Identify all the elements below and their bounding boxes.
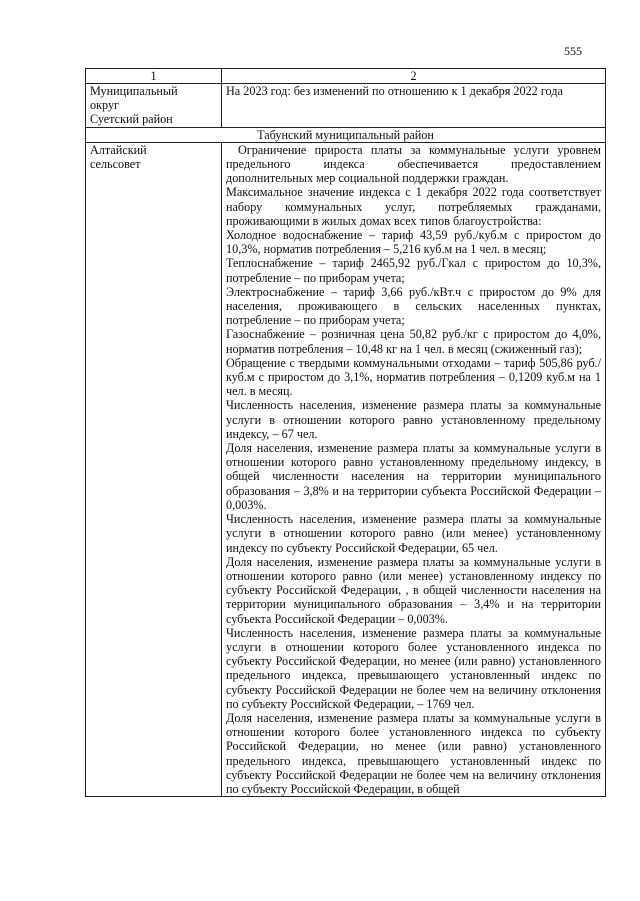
paragraph: Доля населения, изменение размера платы за коммунальные услуги в отношении которого равно (или менее) установленному индексу по субъекту Российской Федерации, , в общей численности населения на территории муниципального образования – 3,4% и на территории субъекта Российской Федерации – 0,003%. xyxy=(226,554,601,626)
municipality-text xyxy=(222,84,606,128)
municipality-name-line: Суетский район xyxy=(90,112,173,127)
paragraph: Численность населения, изменение размера платы за коммунальные услуги в отношении которого равно установленному предельному индексу, – 67 чел. xyxy=(226,398,601,441)
municipality-name xyxy=(86,84,222,128)
table-row xyxy=(86,84,606,128)
paragraph: Доля населения, изменение размера платы за коммунальные услуги в отношении которого равно установленному предельному индексу, в общей численности населения на территории муниципального образования – 3,8% и на территории субъекта Российской Федерации – 0,003%. xyxy=(226,441,601,512)
data-table xyxy=(85,68,606,797)
settlement-name-line: Алтайский xyxy=(90,142,147,157)
section-row xyxy=(86,127,606,142)
paragraph: Обращение с твердыми коммунальными отходами – тариф 505,86 руб./куб.м с приростом до 3,1%, норматив потребления – 0,1209 куб.м на 1 чел. в месяц. xyxy=(226,355,601,399)
municipality-name-line: округ xyxy=(90,98,120,113)
header-col-1: 1 xyxy=(86,69,222,84)
paragraph: Электроснабжение – тариф 3,66 руб./кВт.ч с приростом до 9% для населения, проживающего в сельских населенных пунктах, потребление – по приборам учета; xyxy=(226,284,601,328)
paragraph: Доля населения, изменение размера платы за коммунальные услуги в отношении которого более установленного индекса по субъекту Российской Федерации, но менее (или равно) установленного предельного индекса, превышающего установленный индекс по субъекту Российской Федерации не более чем на величину отклонения по субъекту Российской Федерации, в общей xyxy=(226,710,601,796)
section-title: Табунский муниципальный район xyxy=(86,127,606,142)
paragraph: Теплоснабжение – тариф 2465,92 руб./Гкал с приростом до 10,3%, потребление – по приборам учета; xyxy=(226,256,601,285)
municipality-name-line: Муниципальный xyxy=(90,84,178,98)
paragraph: Газоснабжение – розничная цена 50,82 руб./кг с приростом до 4,0%, норматив потребления – 10,48 кг на 1 чел. в месяц (сжиженный газ); xyxy=(226,327,601,356)
header-col-2: 2 xyxy=(222,69,606,84)
paragraph: Максимальное значение индекса с 1 декабря 2022 года соответствует набору коммунальных услуг, потребляемых гражданами, проживающими в жилых домах всех типов благоустройства: xyxy=(226,185,601,228)
settlement-text xyxy=(222,142,606,796)
paragraph: Численность населения, изменение размера платы за коммунальные услуги в отношении которого равно (или менее) установленному индексу по субъекту Российской Федерации, 65 чел. xyxy=(226,512,601,555)
table-row xyxy=(86,142,606,796)
paragraph: Холодное водоснабжение – тариф 43,59 руб./куб.м с приростом до 10,3%, норматив потребления – 5,216 куб.м на 1 чел. в месяц; xyxy=(226,228,601,257)
paragraph: Ограничение прироста платы за коммунальные услуги уровнем предельного индекса обеспечивается предоставлением дополнительных мер социальной поддержки граждан. xyxy=(226,142,601,186)
settlement-name-line: сельсовет xyxy=(90,157,141,172)
page-number: 555 xyxy=(564,44,582,58)
paragraph: Численность населения, изменение размера платы за коммунальные услуги в отношении которого более установленного индекса по субъекту Российской Федерации, но менее (или равно) установленного предельного индекса, превышающего установленный индекс по субъекту Российской Федерации не более чем на величину отклонения по субъекту Российской Федерации, – 1769 чел. xyxy=(226,625,601,711)
row-paragraph: На 2023 год: без изменений по отношению к 1 декабря 2022 года xyxy=(226,84,563,98)
table-header-row xyxy=(86,69,606,84)
settlement-name xyxy=(86,142,222,796)
